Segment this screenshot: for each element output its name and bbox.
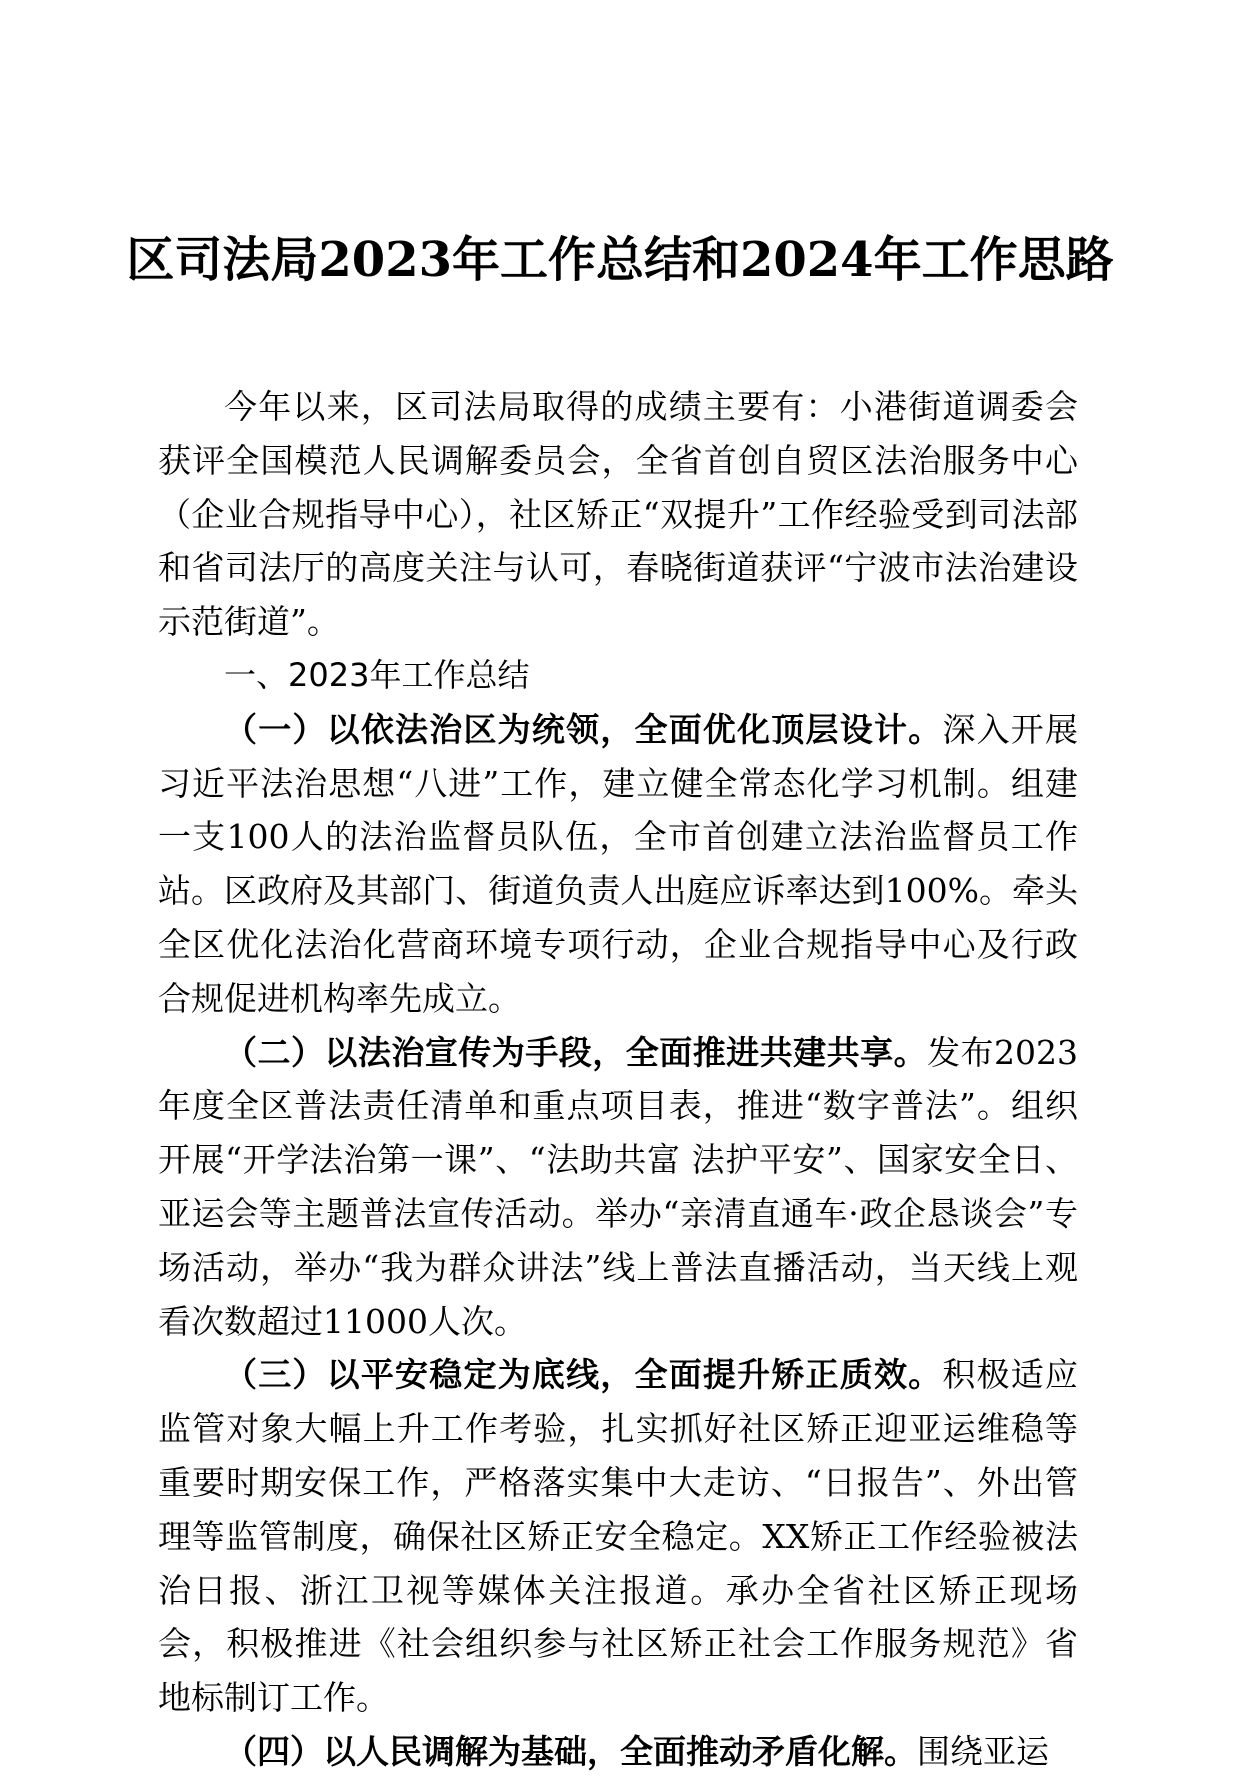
item-paragraph-2 xyxy=(158,1026,1078,1349)
item-paragraph-4 xyxy=(158,1725,1078,1779)
item-lead-1: （一）以依法治区为统领，全面优化顶层设计。 xyxy=(224,709,943,749)
document-title: 区司法局2023年工作总结和2024年工作思路 xyxy=(126,232,1114,288)
item-text-3: 积极适应监管对象大幅上升工作考验，扎实抓好社区矫正迎亚运维稳等重要时期安保工作，严格落实集中大走访、“日报告”、外出管理等监管制度，确保社区矫正安全稳定。XX矫正工作经验被法治日报、浙江卫视等媒体关注报道。承办全省社区矫正现场会，积极推进《社会组织参与社区矫正社会工作服务规范》省地标制订工作。 xyxy=(158,1355,1079,1718)
item-paragraph-3 xyxy=(158,1348,1078,1725)
item-text-1: 深入开展习近平法治思想“八进”工作，建立健全常态化学习机制。组建一支100人的法治监督员队伍，全市首创建立法治监督员工作站。区政府及其部门、街道负责人出庭应诉率达到100%。牵头全区优化法治化营商环境专项行动，企业合规指导中心及行政合规促进机构率先成立。 xyxy=(158,709,1079,1018)
intro-paragraph: 今年以来，区司法局取得的成绩主要有：小港街道调委会获评全国模范人民调解委员会，全省首创自贸区法治服务中心（企业合规指导中心），社区矫正“双提升”工作经验受到司法部和省司法厅的高度关注与认可，春晓街道获评“宁波市法治建设示范街道”。 xyxy=(158,387,1078,642)
item-lead-3: （三）以平安稳定为底线，全面提升矫正质效。 xyxy=(224,1355,943,1395)
item-lead-2: （二）以法治宣传为手段，全面推进共建共享。 xyxy=(224,1032,928,1072)
item-text-4: 围绕亚运 xyxy=(917,1731,1049,1771)
item-text-2: 发布2023年度全区普法责任清单和重点项目表，推进“数字普法”。组织开展“开学法治第一课”、“法助共富 法护平安”、国家安全日、亚运会等主题普法宣传活动。举办“亲清直通车·政企恳谈会”专场活动，举办“我为群众讲法”线上普法直播活动，当天线上观看次数超过11000人次。 xyxy=(158,1032,1079,1341)
section-heading-summary: 一、2023年工作总结 xyxy=(224,655,530,694)
document-body xyxy=(158,380,1078,1779)
item-paragraph-1 xyxy=(158,703,1078,1026)
item-lead-4: （四）以人民调解为基础，全面推动矛盾化解。 xyxy=(224,1731,917,1771)
